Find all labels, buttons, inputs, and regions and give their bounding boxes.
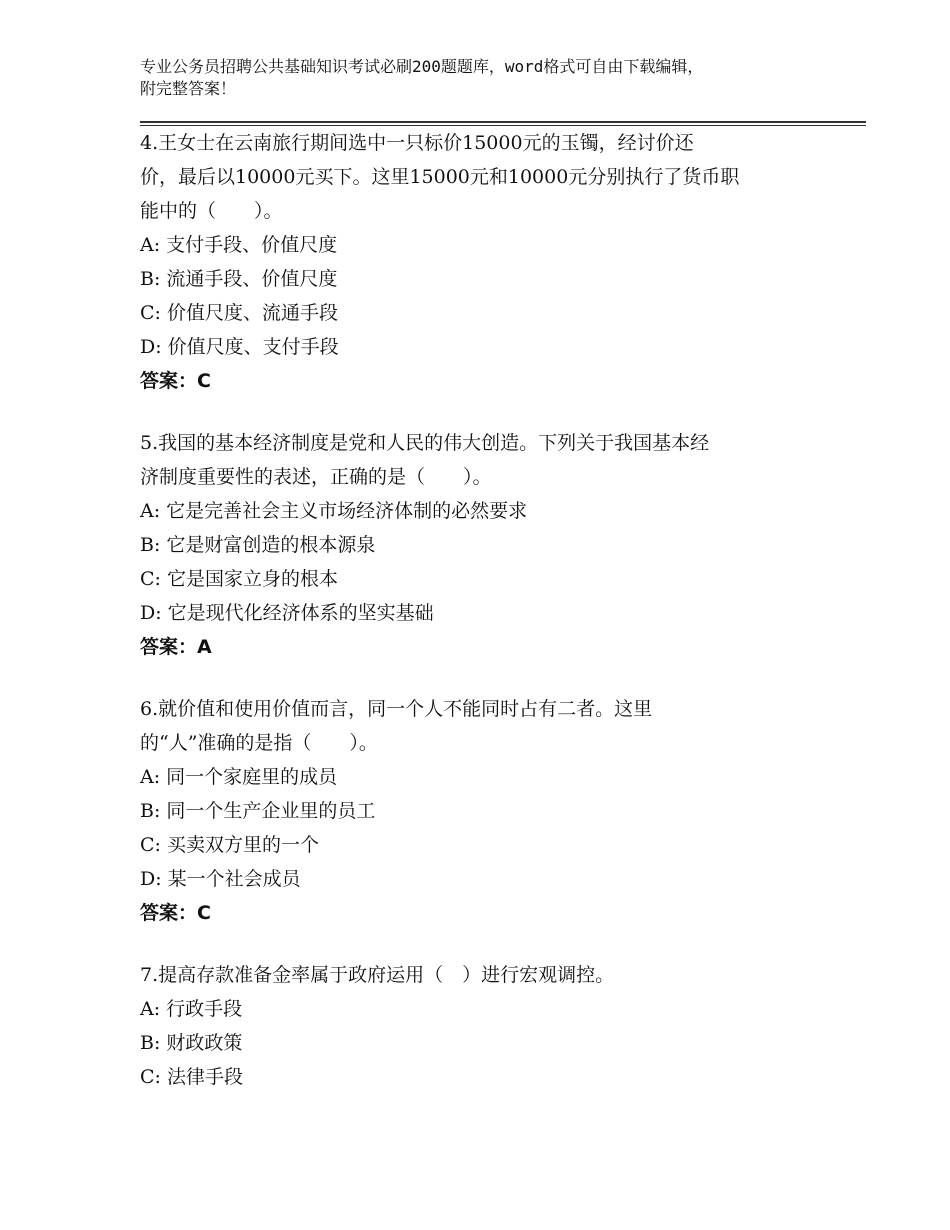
option-d: D: 某一个社会成员 — [140, 868, 301, 890]
question-5 — [140, 426, 840, 664]
option-b: B: 流通手段、价值尺度 — [140, 268, 338, 290]
option-d: D: 价值尺度、支付手段 — [140, 336, 339, 358]
option-c: C: 买卖双方里的一个 — [140, 834, 319, 856]
header-line-2: 附完整答案！ — [140, 79, 237, 98]
option-a: A: 同一个家庭里的成员 — [140, 766, 338, 788]
option-a: A: 它是完善社会主义市场经济体制的必然要求 — [140, 500, 528, 522]
header-rule-thick — [140, 121, 866, 123]
question-6 — [140, 692, 840, 930]
answer: 答案：A — [140, 636, 212, 658]
answer: 答案：C — [140, 902, 211, 924]
question-text-line: 价，最后以10000元买下。这里15000元和10000元分别执行了货币职 — [140, 166, 740, 188]
option-b: B: 财政政策 — [140, 1032, 243, 1054]
option-b: B: 它是财富创造的根本源泉 — [140, 534, 376, 556]
question-4 — [140, 126, 840, 398]
question-text-line: 济制度重要性的表述，正确的是（ ）。 — [140, 466, 492, 488]
question-text-line: 能中的（ ）。 — [140, 200, 283, 222]
header-line-1: 专业公务员招聘公共基础知识考试必刷200题题库，word格式可自由下载编辑， — [140, 57, 704, 76]
option-a: A: 支付手段、价值尺度 — [140, 234, 338, 256]
option-d: D: 它是现代化经济体系的坚实基础 — [140, 602, 434, 624]
answer: 答案：C — [140, 370, 211, 392]
option-c: C: 法律手段 — [140, 1066, 243, 1088]
document-header — [140, 56, 840, 100]
question-text-line: 4.王女士在云南旅行期间选中一只标价15000元的玉镯，经讨价还 — [140, 132, 694, 154]
option-a: A: 行政手段 — [140, 998, 243, 1020]
question-text-line: 的“人”准确的是指（ ）。 — [140, 732, 378, 754]
question-list — [140, 126, 840, 1122]
question-text-line: 6.就价值和使用价值而言，同一个人不能同时占有二者。这里 — [140, 698, 653, 720]
option-c: C: 价值尺度、流通手段 — [140, 302, 338, 324]
question-7 — [140, 958, 840, 1094]
option-b: B: 同一个生产企业里的员工 — [140, 800, 376, 822]
option-c: C: 它是国家立身的根本 — [140, 568, 338, 590]
question-text-line: 5.我国的基本经济制度是党和人民的伟大创造。下列关于我国基本经 — [140, 432, 710, 454]
question-text-line: 7.提高存款准备金率属于政府运用（ ）进行宏观调控。 — [140, 964, 615, 986]
